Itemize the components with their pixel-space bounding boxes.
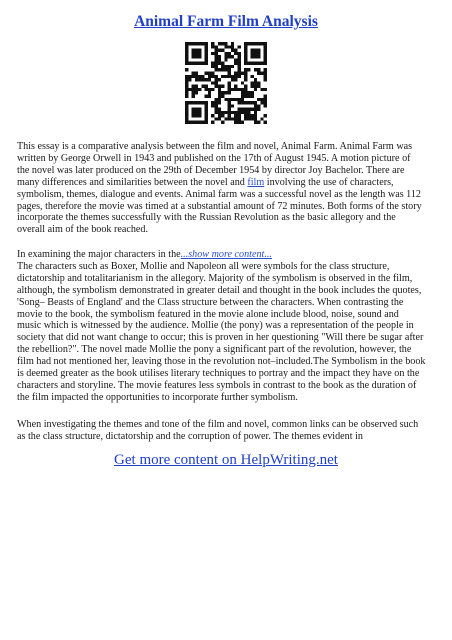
- text-line: This essay is a comparative analysis between the film and novel, Animal Farm. Animal Farm was: [17, 141, 413, 152]
- text-line: incorporate the themes successfully with the Russian Revolution as the basic allegory and the: [17, 212, 396, 224]
- film-link[interactable]: film: [247, 176, 265, 188]
- text-line: society that did not want change to occur; this is proven in her questioning "Will there be sugar after: [17, 332, 424, 344]
- text-line: the film impacted the opportunities to incorporate further symbolism.: [17, 391, 298, 403]
- get-more-content-link[interactable]: Get more content on HelpWriting.net: [114, 452, 338, 468]
- text-line: music which is witnessed by the audience. Mollie (the pony) was a representation of the people in: [17, 320, 414, 332]
- paragraph-themes: [17, 419, 437, 443]
- text-line: pages, therefore the movie was timed at a substantial amount of 72 minutes. Both forms of the story: [17, 200, 422, 212]
- show-more-link[interactable]: ...show more content...: [180, 249, 272, 260]
- text-line: When investigating the themes and tone of the film and novel, common links can be observed such: [17, 419, 419, 430]
- text-line: The characters such as Boxer, Mollie and Napoleon all were symbols for the class structure,: [17, 260, 390, 272]
- text-line: film had not mentioned her, leaving those in the revolution not–included.The Symbolism in the book: [17, 356, 426, 368]
- paragraph-intro: [17, 141, 437, 236]
- paragraph-characters: [17, 249, 437, 404]
- text-line: [17, 249, 437, 261]
- text-line: as the class structure, dictatorship and the corruption of power. The themes evident in: [17, 430, 363, 442]
- qr-code-icon: [185, 42, 267, 124]
- text-line: [17, 177, 437, 189]
- text-line: symbolism, themes, dialogue and events. Animal farm was a successful novel as the length was 112: [17, 188, 421, 200]
- text-line: movie to the book, the symbolism featured in the movie alone include blood, noise, sound and: [17, 308, 399, 320]
- text-line: although, the symbolism demonstrated in greater detail and thought in the book includes the quotes,: [17, 284, 422, 296]
- document-title[interactable]: Animal Farm Film Analysis: [134, 13, 318, 30]
- text-line: overall aim of the book reached.: [17, 224, 149, 236]
- text-line: dictatorship and totalitarianism in the allegory. Majority of the symbolism is observed in the film,: [17, 272, 413, 284]
- text-segment: many differences and similarities between the novel and: [17, 176, 248, 188]
- text-line: characters and storyline. The movie features less symbols in contrast to the book as the duration of: [17, 379, 417, 391]
- paragraph2-intro: In examining the major characters in the: [17, 249, 181, 260]
- text-line: the novel was later produced on the 29th of December 1954 by director Joy Bachelor. There are: [17, 164, 405, 176]
- text-line: the rebellion?". The novel made Mollie the pony a significant part of the revolution, however, the: [17, 344, 412, 356]
- text-line: 'Song– Beasts of England' and the Class structure between the characters. When contrasting the: [17, 296, 404, 308]
- text-segment: involving the use of characters,: [264, 176, 394, 188]
- text-line: is deemed greater as the book utilises literary techniques to portray and the impact they have on the: [17, 368, 420, 380]
- text-line: written by George Orwell in 1943 and published on the 17th of August 1945. A motion picture of: [17, 152, 411, 164]
